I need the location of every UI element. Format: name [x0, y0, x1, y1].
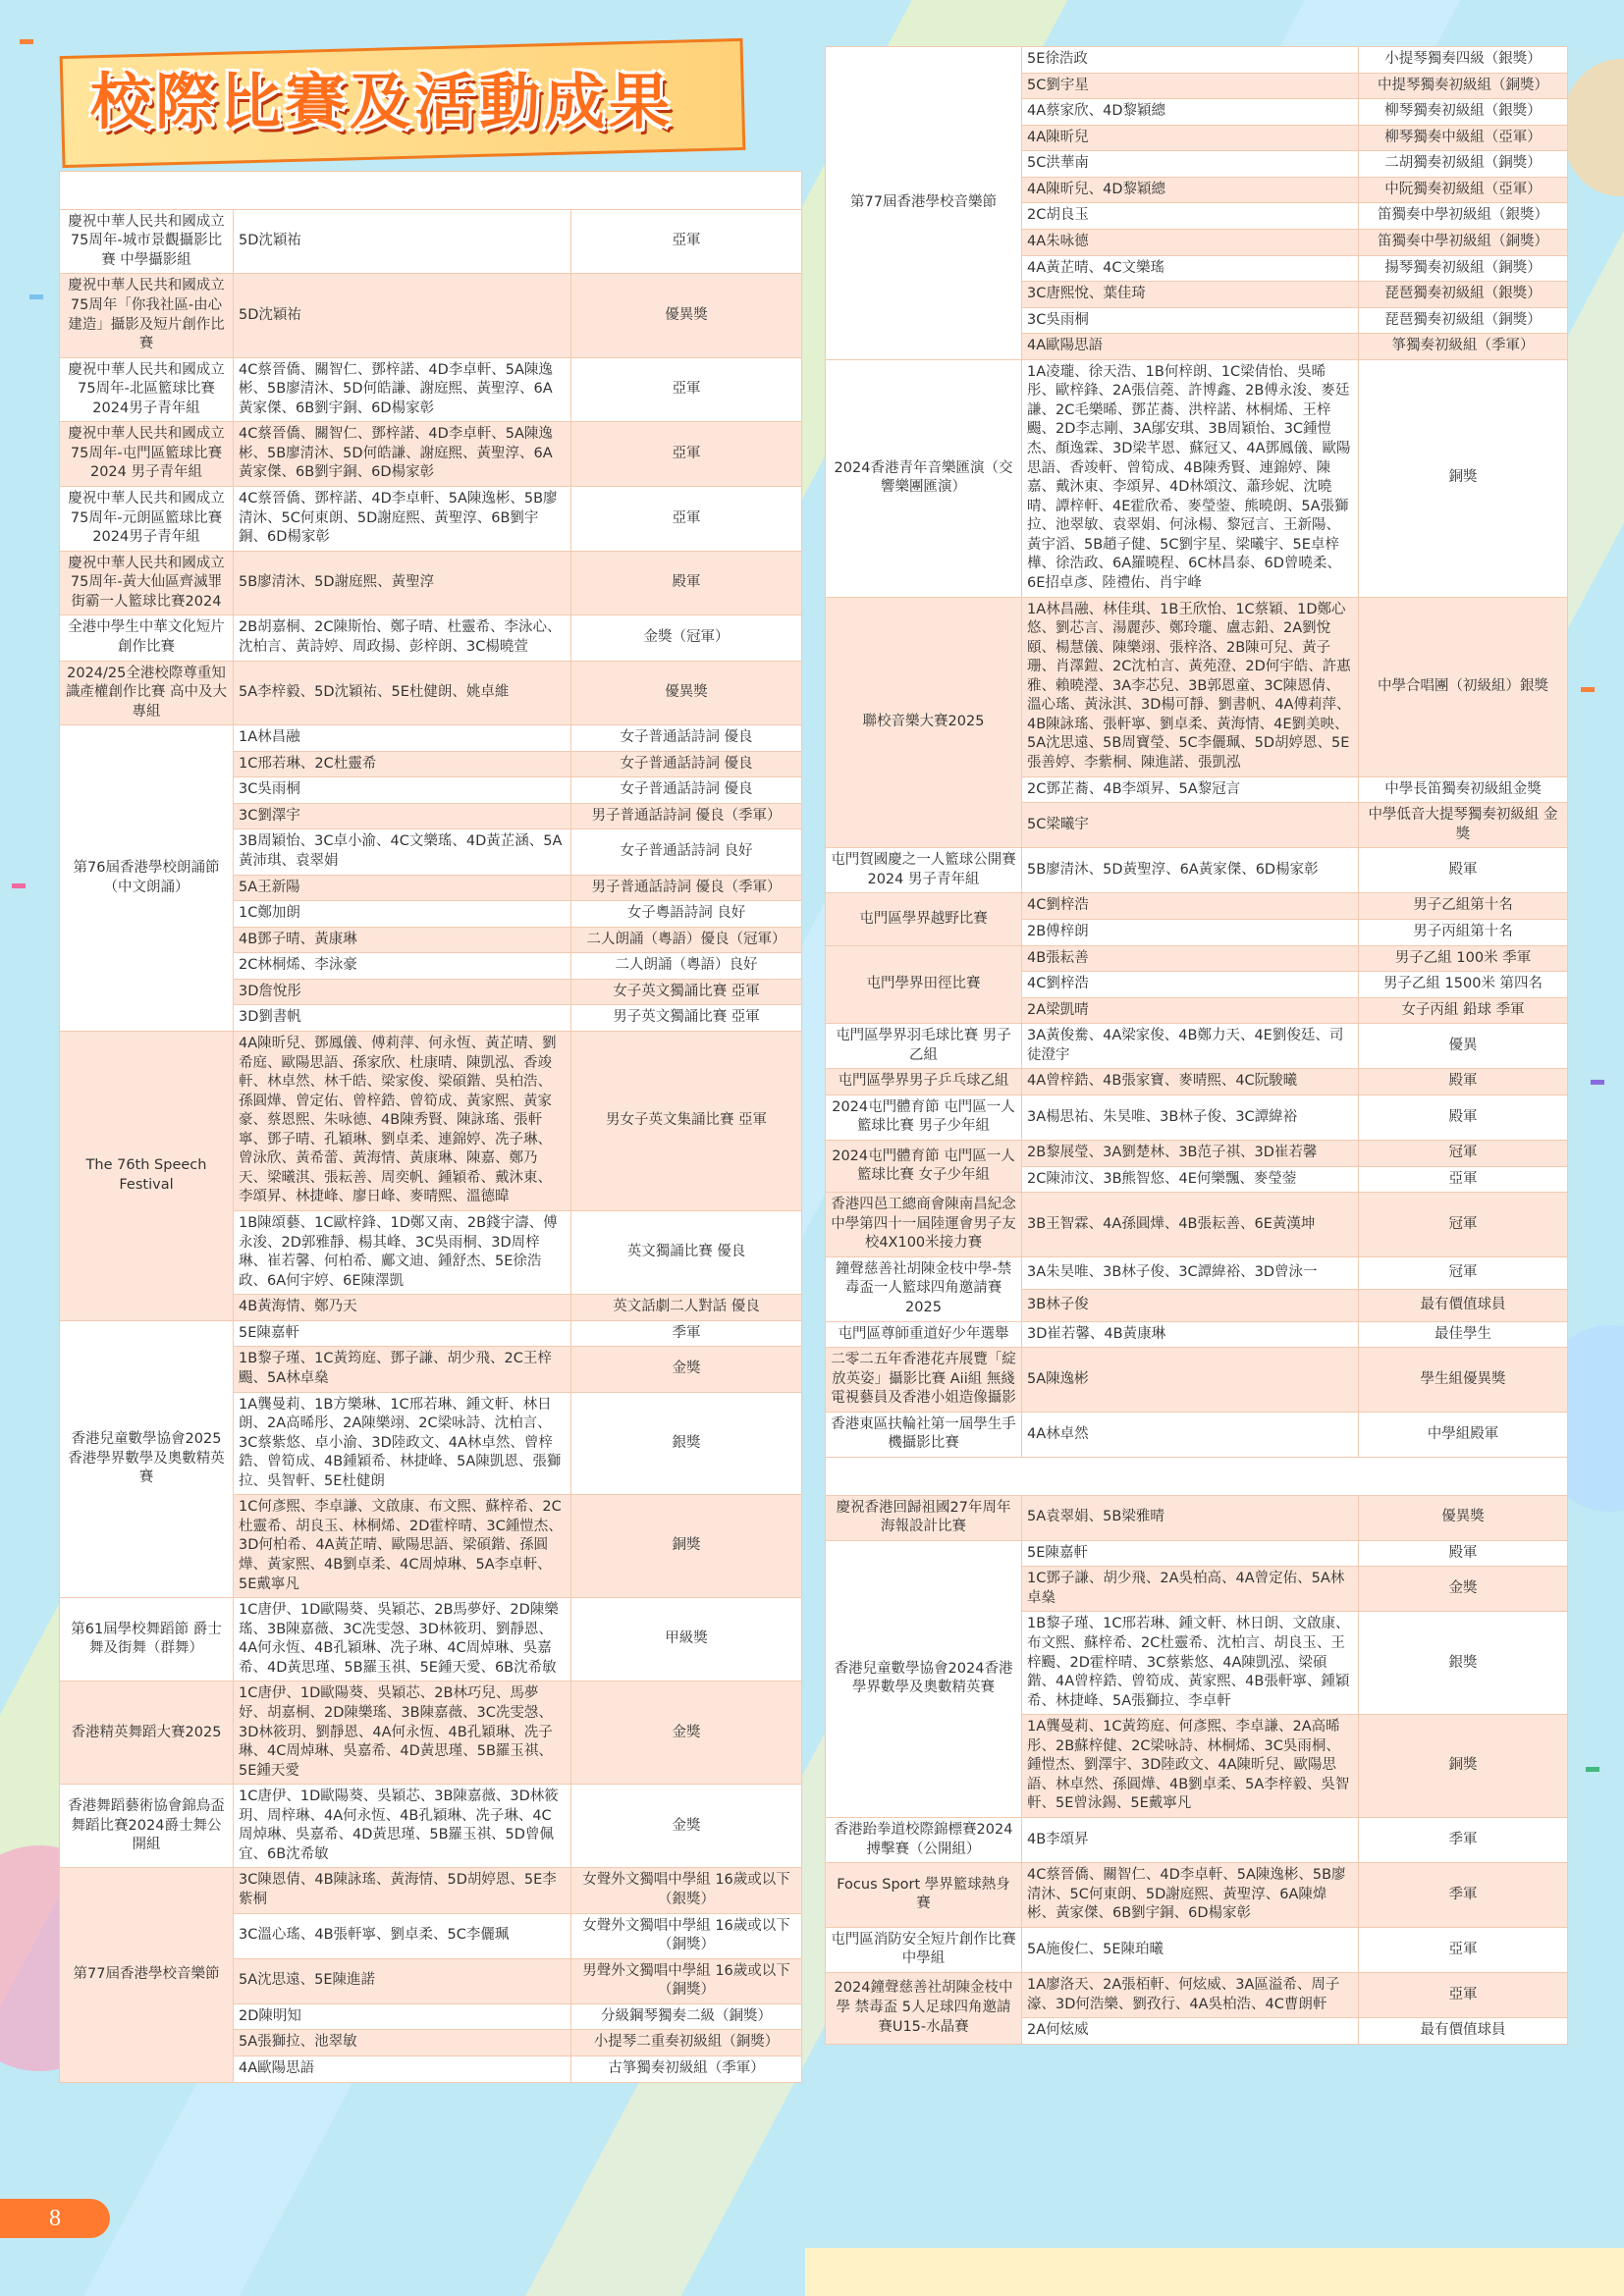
bottom-decoration — [805, 2248, 1624, 2296]
participant-names: 5E陳嘉軒 — [1022, 1540, 1359, 1567]
participant-names: 4A歐陽思語 — [1022, 334, 1359, 360]
award: 中學合唱團（初級組）銀獎 — [1359, 597, 1568, 776]
participant-names: 4C蔡晉僑、鄧梓諾、4D李卓軒、5A陳逸彬、5B廖清沐、5C何東朗、5D謝庭熙、黃聖淳、6B劉宇銅、6D楊家彰 — [234, 487, 571, 552]
participant-names: 3A朱昊唯、3B林子俊、3C譚緯裕、3D曾泳一 — [1022, 1256, 1359, 1289]
award: 男子乙組 1500米 第四名 — [1359, 972, 1568, 998]
table-row — [826, 1972, 1568, 2017]
participant-names: 4A陳昕兒 — [1022, 125, 1359, 151]
table-row — [826, 1095, 1568, 1140]
participant-names: 2A梁凱晴 — [1022, 997, 1359, 1024]
award: 優異 — [1359, 1024, 1568, 1069]
participant-names: 1A廖洛天、2A張栢軒、何炫威、3A區溢希、周子濠、3D何浩樂、劉孜行、4A吳柏浩、4C曹朗軒 — [1022, 1972, 1359, 2017]
award: 男女子英文集誦比賽 亞軍 — [571, 1031, 802, 1210]
award: 優異獎 — [571, 661, 802, 725]
participant-names: 5A陳逸彬 — [1022, 1348, 1359, 1413]
award: 箏獨奏初級組（季軍） — [1359, 334, 1568, 360]
award: 優異獎 — [1359, 1495, 1568, 1540]
table-row — [60, 1682, 802, 1785]
event-name: 2024鐘聲慈善社胡陳金枝中學 禁毒盃 5人足球四角邀請賽U15-水晶賽 — [826, 1972, 1022, 2044]
participant-names: 5A張獅拉、池翠敏 — [234, 2030, 571, 2056]
participant-names: 5B廖清沐、5D黃聖淳、6A黃家傑、6D楊家彰 — [1022, 848, 1359, 893]
award: 亞軍 — [1359, 1927, 1568, 1972]
award: 殿軍 — [1359, 1069, 1568, 1095]
table-row — [826, 1256, 1568, 1289]
participant-names: 3C唐熙悅、葉佳琦 — [1022, 282, 1359, 308]
table-row — [826, 47, 1568, 74]
event-name: 香港兒童數學協會2025香港學界數學及奧數精英賽 — [60, 1320, 234, 1597]
table-row — [826, 1069, 1568, 1095]
participant-names: 1C唐伊、1D歐陽葵、吳穎芯、2B林巧兒、馬夢妤、胡嘉桐、2D陳樂瑤、3B陳嘉薇、3C冼雯愨、3D林筱玥、劉靜恩、4A何永恆、4B孔穎琳、冼子琳、4C周焯琳、吳嘉希、4D黃思瑾、5B羅玉祺、5E鍾天愛 — [234, 1682, 571, 1785]
participant-names: 3B林子俊 — [1022, 1289, 1359, 1321]
award: 中阮獨奏初級組（亞軍） — [1359, 177, 1568, 203]
participant-names: 4C蔡晉僑、關智仁、4D李卓軒、5A陳逸彬、5B廖清沐、5C何東朗、5D謝庭熙、黃聖淳、6A陳煒彬、黃家傑、6B劉宇銅、6D楊家彰 — [1022, 1863, 1359, 1928]
participant-names: 1A龔曼莉、1B方樂琳、1C邢若琳、鍾文軒、林日朗、2A高晞彤、2A陳樂翊、2C梁咏詩、沈柏言、3C蔡紫悠、卓小渝、3D陸政文、4A林卓然、曾梓鋯、曾筍成、4B鍾穎希、林捷峰、5A陳凱恩、張獅拉、吳智軒、5E杜健朗 — [234, 1392, 571, 1495]
award: 笛獨奏中學初級組（銅獎） — [1359, 229, 1568, 255]
table-row — [60, 661, 802, 725]
participant-names: 3B王智霖、4A孫圓燁、4B張耘善、6E黃漢坤 — [1022, 1193, 1359, 1257]
participant-names: 2B黎展瑩、3A劉楚林、3B范子祺、3D崔若馨 — [1022, 1141, 1359, 1167]
event-name: 慶祝中華人民共和國成立75周年-黃大仙區齊滅罪街霸一人籃球比賽2024 — [60, 551, 234, 615]
participant-names: 3C吳雨桐 — [1022, 307, 1359, 334]
award: 殿軍 — [1359, 1540, 1568, 1567]
award: 女子英文獨誦比賽 亞軍 — [571, 979, 802, 1005]
table-row — [60, 209, 802, 274]
table-row — [826, 359, 1568, 597]
award: 女聲外文獨唱中學組 16歲或以下（銀獎） — [571, 1868, 802, 1913]
table-row — [826, 1412, 1568, 1457]
balloon — [1561, 59, 1624, 196]
participant-names: 1A凌瓏、徐天浩、1B何梓朗、1C梁倩怡、吳晞彤、歐梓鋒、2A張信蕘、許博鑫、2B傅永浚、麥廷謙、2C毛樂晞、鄧芷蕎、洪梓諾、林桐烯、王梓颺、2D李志剛、3A鄔安琪、3B周穎怡、3C鍾愷杰、顏逸霖、3D梁芊恩、蘇冠又、4A鄧鳳儀、歐陽思語、香竣軒、曾筍成、4B陳秀賢、連錦婷、陳嘉、戴沐東、李頌昇、4D林頌汶、蕭珍妮、沈曉晴、譚梓軒、4E霍欣希、麥瑩蓥、熊曉朗、5A張獅拉、池翠敏、袁翠娟、何泳楊、黎冠言、王新陽、黃宇滔、5B趙子健、5C劉宇星、梁曦宇、5E卓梓樺、徐浩政、6A羅曉程、6C林昌泰、6D曾曉柔、6E招卓彥、陸禮佑、肖宇峰 — [1022, 359, 1359, 597]
participant-names: 4A黃芷晴、4C文樂瑤 — [1022, 255, 1359, 282]
confetti — [12, 883, 26, 888]
participant-names: 4A朱咏德 — [1022, 229, 1359, 255]
award: 女子粵語詩詞 良好 — [571, 901, 802, 928]
event-name: 2024/25全港校際尊重知識產權創作比賽 高中及大專組 — [60, 661, 234, 725]
award: 最有價值球員 — [1359, 2018, 1568, 2045]
table-row — [826, 1818, 1568, 1863]
award: 二胡獨奏初級組（銅獎） — [1359, 151, 1568, 178]
table-row — [60, 1785, 802, 1868]
award: 琵琶獨奏初級組（銅獎） — [1359, 307, 1568, 334]
participant-names: 2A何炫威 — [1022, 2018, 1359, 2045]
event-name: 屯門區學界男子乒乓球乙組 — [826, 1069, 1022, 1095]
participant-names: 2D陳明知 — [234, 2003, 571, 2030]
award: 揚琴獨奏初級組（銅獎） — [1359, 255, 1568, 282]
award: 亞軍 — [571, 487, 802, 552]
award: 中學長笛獨奏初級組金獎 — [1359, 776, 1568, 803]
award: 冠軍 — [1359, 1256, 1568, 1289]
results-table-left — [59, 171, 802, 2083]
award: 中學組殿軍 — [1359, 1412, 1568, 1457]
table-row — [826, 1348, 1568, 1413]
participant-names: 4A陳昕兒、鄧鳳儀、傅莉萍、何永恆、黃芷晴、劉希庭、歐陽思語、孫家欣、杜康晴、陳凱泓、香竣軒、林卓然、林千皓、梁家俊、梁碩鍇、吳柏浩、孫圓燁、曾定佑、曾梓鋯、曾筍成、黃家熙、黃家豪、蔡恩熙、朱咏德、4B陳秀賢、陳詠瑤、張軒寧、鄧子晴、孔穎琳、劉卓柔、連錦婷、冼子琳、曾泳欣、黃希蕾、黃海情、黃康琳、陳嘉、鄭乃天、梁曦淇、張耘善、周奕帆、鍾穎希、戴沐東、李頌昇、林捷峰、廖日峰、麥晴熙、溫德暐 — [234, 1031, 571, 1210]
participant-names: 1B陳頌藝、1C歐梓鋒、1D鄭又南、2B錢宇濤、傅永浚、2D郭雅靜、楊其峰、3C吳雨桐、3D周梓琳、崔若馨、何柏希、鄺文迪、鍾舒杰、5E徐浩政、6A何宇婷、6E陳澤凱 — [234, 1211, 571, 1295]
participant-names: 5E陳嘉軒 — [234, 1320, 571, 1347]
participant-names: 4C蔡晉僑、關智仁、鄧梓諾、4D李卓軒、5A陳逸彬、5B廖清沐、5D何皓謙、謝庭熙、黃聖淳、6A黃家傑、6B劉宇銅、6D楊家彰 — [234, 422, 571, 487]
confetti — [29, 294, 43, 299]
participant-names: 4C劉梓浩 — [1022, 972, 1359, 998]
award: 中學低音大提琴獨奏初級組 金獎 — [1359, 803, 1568, 848]
participant-names: 1A龔曼莉、1C黃筠庭、何彥熙、李卓謙、2A高晞彤、2B蘇梓健、2C梁咏詩、林桐烯、3C吳雨桐、鍾愷杰、劉澤宇、3D陸政文、4A陳昕兒、歐陽思語、林卓然、孫圓燁、4B劉卓柔、5A李梓毅、吳智軒、5E曾泳錫、5E戴寧凡 — [1022, 1715, 1359, 1818]
table-row — [826, 1927, 1568, 1972]
award: 男子乙組第十名 — [1359, 893, 1568, 920]
award: 分級鋼琴獨奏二級（銅獎） — [571, 2003, 802, 2030]
participant-names: 3C吳雨桐 — [234, 777, 571, 804]
participant-names: 4A歐陽思語 — [234, 2056, 571, 2082]
participant-names: 1C何彥熙、李卓謙、文啟康、布文熙、蘇梓希、2C杜靈希、胡良玉、林桐烯、2D霍梓晴、3C鍾愷杰、3D何柏希、4A黃芷晴、歐陽思語、梁碩鍇、孫圓燁、黃家熙、4B劉卓柔、4C周焯琳、5A李卓軒、5E戴寧凡 — [234, 1495, 571, 1598]
award: 銅獎 — [1359, 1715, 1568, 1818]
event-name: 慶祝中華人民共和國成立75周年-城市景觀攝影比賽 中學攝影組 — [60, 209, 234, 274]
table-row — [60, 1868, 802, 1913]
event-name: 香港跆拳道校際錦標賽2024搏擊賽（公開組） — [826, 1818, 1022, 1863]
participant-names: 5A王新陽 — [234, 875, 571, 901]
table-row — [826, 1863, 1568, 1928]
participant-names: 5E徐浩政 — [1022, 47, 1359, 74]
participant-names: 4B黃海情、鄭乃天 — [234, 1295, 571, 1321]
participant-names: 5A李梓毅、5D沈穎祐、5E杜健朗、姚卓維 — [234, 661, 571, 725]
event-name: 2024屯門體育節 屯門區一人籃球比賽 女子少年組 — [826, 1141, 1022, 1193]
participant-names: 5C洪華南 — [1022, 151, 1359, 178]
participant-names: 3D詹悅彤 — [234, 979, 571, 1005]
event-name: 屯門學界田徑比賽 — [826, 945, 1022, 1024]
event-name: 2024屯門體育節 屯門區一人籃球比賽 男子少年組 — [826, 1095, 1022, 1140]
award: 男子普通話詩詞 優良（季軍） — [571, 803, 802, 829]
award: 中提琴獨奏初級組（銅獎） — [1359, 73, 1568, 99]
award: 英文獨誦比賽 優良 — [571, 1211, 802, 1295]
table-row — [60, 1598, 802, 1682]
award: 女子普通話詩詞 優良 — [571, 725, 802, 752]
table-row — [826, 1540, 1568, 1567]
event-name: 2024香港青年音樂匯演（交響樂團匯演） — [826, 359, 1022, 597]
table-row — [826, 1141, 1568, 1167]
award: 柳琴獨奏中級組（亞軍） — [1359, 125, 1568, 151]
award: 最有價值球員 — [1359, 1289, 1568, 1321]
table-row — [60, 1031, 802, 1210]
participant-names: 5D沈穎祐 — [234, 209, 571, 274]
award: 甲級獎 — [571, 1598, 802, 1682]
participant-names: 1A林昌融、林佳琪、1B王欣怡、1C蔡穎、1D鄭心悠、劉芯言、湯麗莎、鄭玲瓏、盧志鉛、2A劉悅頤、楊慧儀、陳樂翊、張梓洛、2B陳可兒、黃子珊、肖澤鎧、2C沈柏言、黃苑澄、2D何宇皓、許惠雅、賴曉瀅、3A李芯兒、3B郭恩童、3C陳恩倩、溫心瑤、黃泳淇、3D楊可靜、劉書帆、4A傅莉萍、4B陳詠瑤、張軒寧、劉卓柔、黃海情、4E劉美映、5A沈思遠、5B周寶瑩、5C李儷珮、5D胡婷恩、5E張善婷、李紫桐、陳進諾、張凱泓 — [1022, 597, 1359, 776]
award: 銀獎 — [571, 1392, 802, 1495]
participant-names: 1A林昌融 — [234, 725, 571, 752]
award: 男子丙組第十名 — [1359, 919, 1568, 945]
event-name: 屯門區尊師重道好少年選舉 — [826, 1321, 1022, 1348]
event-name: 慶祝中華人民共和國成立75周年-元朗區籃球比賽2024男子青年組 — [60, 487, 234, 552]
award: 季軍 — [1359, 1863, 1568, 1928]
participant-names: 3C溫心瑤、4B張軒寧、劉卓柔、5C李儷珮 — [234, 1913, 571, 1958]
participant-names: 3D劉書帆 — [234, 1005, 571, 1032]
award: 笛獨奏中學初級組（銀獎） — [1359, 203, 1568, 230]
page-title: 校際比賽及活動成果 — [90, 66, 675, 137]
table-row — [826, 1193, 1568, 1257]
table-row — [826, 1024, 1568, 1069]
award: 季軍 — [571, 1320, 802, 1347]
participant-names: 5D沈穎祐 — [234, 274, 571, 357]
participant-names: 2C林桐烯、李泳豪 — [234, 953, 571, 980]
award: 女子普通話詩詞 良好 — [571, 829, 802, 875]
participant-names: 2B胡嘉桐、2C陳斯怡、鄭子晴、杜靈希、李泳心、沈柏言、黃詩婷、周政揚、彭梓朗、3C楊曉萱 — [234, 615, 571, 661]
event-name: 二零二五年香港花卉展覽「綻放英姿」攝影比賽 Aii組 無綫電視藝員及香港小姐造像攝影 — [826, 1348, 1022, 1413]
event-name: 慶祝中華人民共和國成立75周年-北區籃球比賽2024男子青年組 — [60, 357, 234, 422]
participant-names: 4B張耘善 — [1022, 945, 1359, 972]
participant-names: 4A蔡家欣、4D黎穎總 — [1022, 99, 1359, 126]
award: 二人朗誦（粵語）優良（冠軍） — [571, 927, 802, 953]
results-table-right — [825, 46, 1568, 2045]
award: 男子普通話詩詞 優良（季軍） — [571, 875, 802, 901]
event-name: 慶祝中華人民共和國成立75周年「你我社區-由心建造」攝影及短片創作比賽 — [60, 274, 234, 357]
participant-names: 3B周穎怡、3C卓小渝、4C文樂瑤、4D黃芷涵、5A黃沛琪、袁翠娟 — [234, 829, 571, 875]
award: 古箏獨奏初級組（季軍） — [571, 2056, 802, 2082]
participant-names: 5C梁曦宇 — [1022, 803, 1359, 848]
award: 銅獎 — [571, 1495, 802, 1598]
participant-names: 5A施俊仁、5E陳珀曦 — [1022, 1927, 1359, 1972]
event-name: 第77屆香港學校音樂節 — [60, 1868, 234, 2082]
confetti — [20, 39, 33, 44]
award: 金獎 — [571, 1682, 802, 1785]
award: 男聲外文獨唱中學組 16歲或以下（銅獎） — [571, 1958, 802, 2003]
participant-names: 1C唐伊、1D歐陽葵、吳穎芯、3B陳嘉薇、3D林筱玥、周梓琳、4A何永恆、4B孔穎琳、冼子琳、4C周焯琳、吳嘉希、4D黃思瑾、5B羅玉祺、5D曾佩宜、6B沈希敏 — [234, 1785, 571, 1868]
award: 季軍 — [1359, 1818, 1568, 1863]
award: 亞軍 — [1359, 1972, 1568, 2017]
right-results-table — [825, 46, 1567, 2045]
year-heading: 2024-2025 — [60, 172, 802, 210]
award: 男子英文獨誦比賽 亞軍 — [571, 1005, 802, 1032]
award: 小提琴獨奏四級（銀獎） — [1359, 47, 1568, 74]
award: 金獎 — [571, 1347, 802, 1392]
award: 殿軍 — [1359, 848, 1568, 893]
award: 英文話劇二人對話 優良 — [571, 1295, 802, 1321]
event-name: 第77屆香港學校音樂節 — [826, 47, 1022, 360]
event-name: 香港兒童數學協會2024香港學界數學及奧數精英賽 — [826, 1540, 1022, 1817]
table-row — [60, 422, 802, 487]
year-heading: 2023-2024 — [826, 1457, 1568, 1495]
participant-names: 4B鄧子晴、黃康琳 — [234, 927, 571, 953]
table-row — [60, 615, 802, 661]
participant-names: 4A林卓然 — [1022, 1412, 1359, 1457]
participant-names: 2C陳沛汶、3B熊智悠、4E何樂飄、麥瑩蓥 — [1022, 1166, 1359, 1193]
participant-names: 5A袁翠娟、5B梁雅晴 — [1022, 1495, 1359, 1540]
award: 男子乙組 100米 季軍 — [1359, 945, 1568, 972]
participant-names: 3D崔若馨、4B黃康琳 — [1022, 1321, 1359, 1348]
participant-names: 5B廖清沐、5D謝庭熙、黃聖淳 — [234, 551, 571, 615]
year-band — [826, 1457, 1568, 1495]
participant-names: 4B李頌昇 — [1022, 1818, 1359, 1863]
participant-names: 5C劉宇星 — [1022, 73, 1359, 99]
award: 小提琴二重奏初級組（銅獎） — [571, 2030, 802, 2056]
table-row — [60, 357, 802, 422]
event-name: 鐘聲慈善社胡陳金枝中學-禁毒盃一人籃球四角邀請賽2025 — [826, 1256, 1022, 1321]
award: 亞軍 — [571, 209, 802, 274]
table-row — [826, 1495, 1568, 1540]
participant-names: 1C鄧子謙、胡少飛、2A吳柏高、4A曾定佑、5A林卓燊 — [1022, 1567, 1359, 1612]
award: 琵琶獨奏初級組（銀獎） — [1359, 282, 1568, 308]
event-name: 慶祝香港回歸祖國27年周年海報設計比賽 — [826, 1495, 1022, 1540]
event-name: 全港中學生中華文化短片創作比賽 — [60, 615, 234, 661]
event-name: The 76th Speech Festival — [60, 1031, 234, 1320]
confetti — [1581, 687, 1595, 692]
award: 殿軍 — [571, 551, 802, 615]
participant-names: 3A黃俊駦、4A梁家俊、4B鄭力天、4E劉俊廷、司徒澄宇 — [1022, 1024, 1359, 1069]
award: 金獎（冠軍） — [571, 615, 802, 661]
award: 亞軍 — [1359, 1166, 1568, 1193]
table-row — [826, 893, 1568, 920]
participant-names: 1B黎子瑾、1C邢若琳、鍾文軒、林日朗、文啟康、布文熙、蘇梓希、2C杜靈希、沈柏言、胡良玉、王梓颺、2D霍梓晴、3C蔡紫悠、4A陳凱泓、梁碩鍇、4A曾梓鋯、曾筍成、黃家熙、4B張軒寧、鍾穎希、林捷峰、5A張獅拉、李卓軒 — [1022, 1612, 1359, 1715]
confetti — [1591, 1080, 1604, 1085]
event-name: 第76屆香港學校朗誦節（中文朗誦） — [60, 725, 234, 1032]
table-row — [826, 848, 1568, 893]
award: 女子丙組 鉛球 季軍 — [1359, 997, 1568, 1024]
award: 最佳學生 — [1359, 1321, 1568, 1348]
event-name: 屯門區學界越野比賽 — [826, 893, 1022, 945]
table-row — [60, 274, 802, 357]
participant-names: 3C陳恩倩、4B陳詠瑤、黃海情、5D胡婷恩、5E李紫桐 — [234, 1868, 571, 1913]
event-name: 屯門區學界羽毛球比賽 男子乙組 — [826, 1024, 1022, 1069]
award: 冠軍 — [1359, 1193, 1568, 1257]
table-row — [60, 551, 802, 615]
event-name: Focus Sport 學界籃球熱身賽 — [826, 1863, 1022, 1928]
participant-names: 3A楊思祐、朱昊唯、3B林子俊、3C譚緯裕 — [1022, 1095, 1359, 1140]
participant-names: 1C鄭加朗 — [234, 901, 571, 928]
award: 柳琴獨奏初級組（銀獎） — [1359, 99, 1568, 126]
table-row — [60, 725, 802, 752]
award: 銅獎 — [1359, 359, 1568, 597]
award: 女子普通話詩詞 優良 — [571, 777, 802, 804]
award: 殿軍 — [1359, 1095, 1568, 1140]
award: 銀獎 — [1359, 1612, 1568, 1715]
event-name: 屯門賀國慶之一人籃球公開賽2024 男子青年組 — [826, 848, 1022, 893]
table-row — [826, 597, 1568, 776]
event-name: 香港東區扶輪社第一屆學生手機攝影比賽 — [826, 1412, 1022, 1457]
award: 金獎 — [1359, 1567, 1568, 1612]
participant-names: 4C蔡晉僑、關智仁、鄧梓諾、4D李卓軒、5A陳逸彬、5B廖清沐、5D何皓謙、謝庭熙、黃聖淳、6A黃家傑、6B劉宇銅、6D楊家彰 — [234, 357, 571, 422]
award: 優異獎 — [571, 274, 802, 357]
participant-names: 2C胡良玉 — [1022, 203, 1359, 230]
page-number: 8 — [0, 2199, 110, 2238]
award: 女子普通話詩詞 優良 — [571, 751, 802, 777]
left-results-table — [59, 171, 801, 2083]
event-name: 慶祝中華人民共和國成立75周年-屯門區籃球比賽2024 男子青年組 — [60, 422, 234, 487]
table-row — [60, 1320, 802, 1347]
award: 學生組優異獎 — [1359, 1348, 1568, 1413]
event-name: 香港四邑工總商會陳南昌紀念中學第四十一屆陸運會男子友校4X100米接力賽 — [826, 1193, 1022, 1257]
participant-names: 4A曾梓鋯、4B張家寶、麥晴熙、4C阮駿曦 — [1022, 1069, 1359, 1095]
event-name: 香港精英舞蹈大賽2025 — [60, 1682, 234, 1785]
table-row — [826, 945, 1568, 972]
award: 二人朗誦（粵語）良好 — [571, 953, 802, 980]
table-row — [60, 487, 802, 552]
award: 金獎 — [571, 1785, 802, 1868]
participant-names: 1B黎子瑾、1C黃筠庭、鄧子謙、胡少飛、2C王梓颺、5A林卓燊 — [234, 1347, 571, 1392]
table-row — [826, 1321, 1568, 1348]
participant-names: 2B傅梓朗 — [1022, 919, 1359, 945]
award: 亞軍 — [571, 422, 802, 487]
award: 亞軍 — [571, 357, 802, 422]
event-name: 第61屆學校舞蹈節 爵士舞及街舞（群舞） — [60, 1598, 234, 1682]
year-band — [60, 172, 802, 210]
participant-names: 5A沈思遠、5E陳進諾 — [234, 1958, 571, 2003]
participant-names: 2C鄧芷蕎、4B李頌昇、5A黎冠言 — [1022, 776, 1359, 803]
event-name: 屯門區消防安全短片創作比賽 中學組 — [826, 1927, 1022, 1972]
award: 女聲外文獨唱中學組 16歲或以下（銅獎） — [571, 1913, 802, 1958]
award: 冠軍 — [1359, 1141, 1568, 1167]
confetti — [1586, 1767, 1599, 1772]
participant-names: 3C劉澤宇 — [234, 803, 571, 829]
event-name: 聯校音樂大賽2025 — [826, 597, 1022, 848]
event-name: 香港舞蹈藝術協會錦鳥盃舞蹈比賽2024爵士舞公開組 — [60, 1785, 234, 1868]
participant-names: 1C唐伊、1D歐陽葵、吳穎芯、2B馬夢妤、2D陳樂瑤、3B陳嘉薇、3C冼雯愨、3D林筱玥、劉靜恩、4A何永恆、4B孔穎琳、冼子琳、4C周焯琳、吳嘉希、4D黃思瑾、5B羅玉祺、5E鍾天愛、6B沈希敏 — [234, 1598, 571, 1682]
participant-names: 1C邢若琳、2C杜靈希 — [234, 751, 571, 777]
participant-names: 4C劉梓浩 — [1022, 893, 1359, 920]
participant-names: 4A陳昕兒、4D黎穎總 — [1022, 177, 1359, 203]
